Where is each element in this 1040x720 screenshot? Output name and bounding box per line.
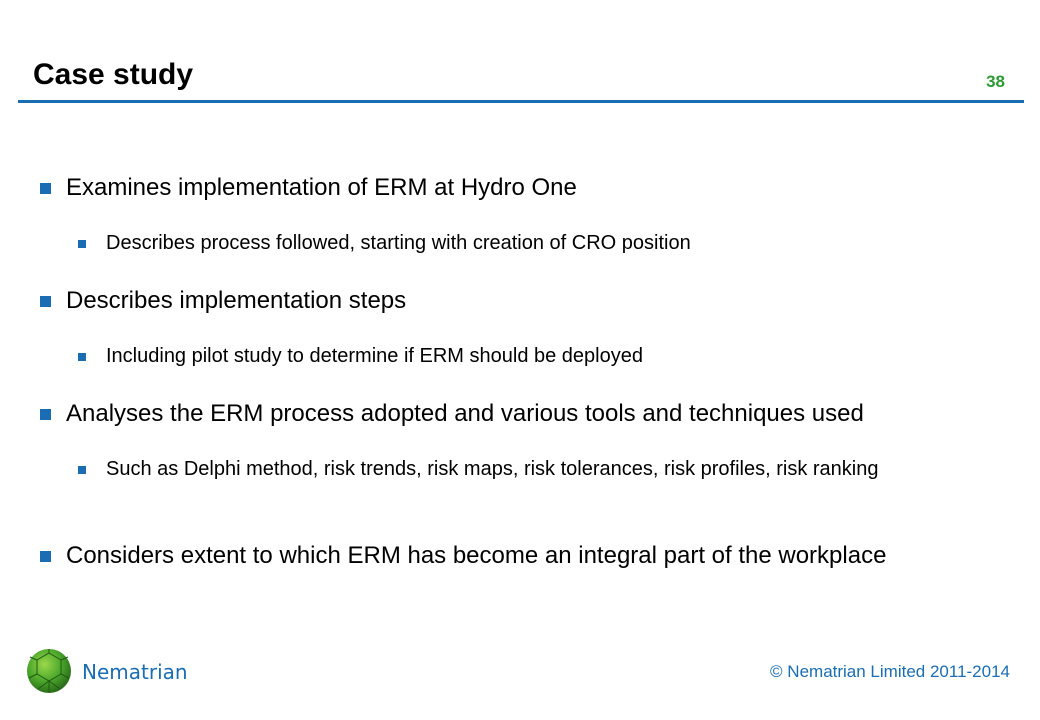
bullet-item: [66, 542, 886, 570]
bullet-text: Examines implementation of ERM at Hydro One: [66, 174, 577, 201]
bullet-square-icon: [40, 551, 51, 562]
bullet-square-icon: [78, 353, 86, 361]
bullet-square-icon: [78, 466, 86, 474]
bullet-square-icon: [40, 296, 51, 307]
bullet-item: [66, 400, 864, 428]
sub-bullet-item: [106, 342, 986, 371]
bullet-item: [66, 287, 406, 315]
sub-bullet-item: [106, 455, 986, 484]
bullet-square-icon: [78, 240, 86, 248]
title-divider: [18, 100, 1024, 103]
bullet-square-icon: [40, 409, 51, 420]
green-polyhedron-icon: [24, 647, 74, 695]
sub-bullet-text: Such as Delphi method, risk trends, risk maps, risk tolerances, risk profiles, risk ranking: [106, 458, 879, 480]
bullet-text: Describes implementation steps: [66, 287, 407, 314]
footer-brand: Nematrian: [82, 660, 188, 684]
sub-bullet-text: Describes process followed, starting with creation of CRO position: [106, 232, 691, 254]
footer-copyright: © Nematrian Limited 2011-2014: [770, 662, 1010, 681]
sub-bullet-item: [106, 229, 986, 258]
page-title: Case study: [33, 58, 194, 91]
page-number: 38: [986, 72, 1005, 91]
sub-bullet-text: Including pilot study to determine if ERM should be deployed: [106, 345, 643, 367]
bullet-item: [66, 174, 577, 202]
bullet-text: Considers extent to which ERM has become an integral part of the workplace: [66, 542, 887, 569]
bullet-square-icon: [40, 183, 51, 194]
bullet-text: Analyses the ERM process adopted and various tools and techniques used: [66, 400, 864, 427]
